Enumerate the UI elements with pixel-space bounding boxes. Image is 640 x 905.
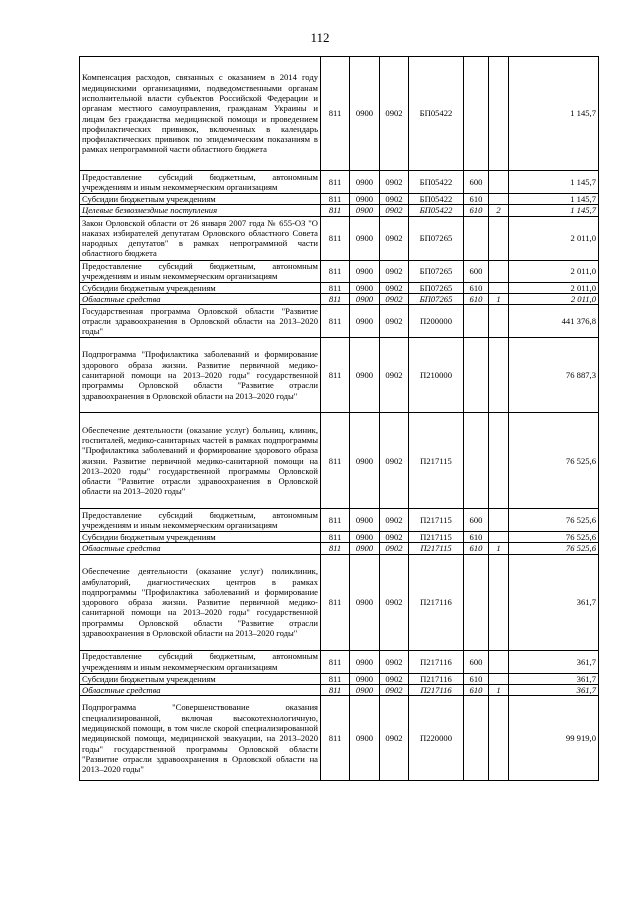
row-admin-code: 811 [321,673,350,684]
row-expense-type: 610 [464,685,489,696]
row-funding-source [489,509,509,532]
row-amount: 76 525,6 [509,509,599,532]
table-row [80,260,599,282]
row-amount: 76 525,6 [509,543,599,554]
table-row [80,509,599,532]
row-section-code: 0900 [350,194,380,205]
page-number: 112 [310,30,330,45]
row-name: Подпрограмма "Совершенствование оказания специализированной, включая высокотехнологичную, медицинской помощи, в том числе скорой специализированной медицинской помощи, медицинской эвакуации, на 2013–2020 годы" государственной программы Орловской области "Развитие отрасли здравоохранения в Орловской области на 2013–2020 годы" [80,696,321,781]
row-amount: 1 145,7 [509,205,599,216]
row-target-code: БП05422 [409,171,464,194]
row-section-code: 0900 [350,205,380,216]
row-name: Областные средства [80,685,321,696]
row-section-code: 0900 [350,696,380,781]
budget-table [79,56,599,781]
row-expense-type [464,554,489,650]
row-admin-code: 811 [321,293,350,304]
row-name: Предоставление субсидий бюджетным, автономным учреждениям и иным некоммерческим организациям [80,260,321,282]
row-funding-source: 2 [489,205,509,216]
row-admin-code: 811 [321,260,350,282]
table-row [80,293,599,304]
row-funding-source: 1 [489,293,509,304]
row-section-code: 0900 [350,260,380,282]
row-funding-source [489,554,509,650]
row-amount: 76 525,6 [509,532,599,543]
row-section-code: 0900 [350,216,380,260]
row-amount: 2 011,0 [509,216,599,260]
row-expense-type: 610 [464,205,489,216]
row-target-code: БП05422 [409,194,464,205]
row-amount: 361,7 [509,673,599,684]
row-target-code: БП07265 [409,216,464,260]
row-admin-code: 811 [321,543,350,554]
row-target-code: БП05422 [409,205,464,216]
row-name: Подпрограмма "Профилактика заболеваний и формирование здорового образа жизни. Развитие первичной медико-санитарной помощи на 2013–2020 годы" государственной программы Орловской области "Развитие отрасли здравоохранения в Орловской области на 2013–2020 годы" [80,338,321,413]
row-admin-code: 811 [321,509,350,532]
row-amount: 441 376,8 [509,305,599,338]
row-amount: 76 525,6 [509,413,599,509]
row-expense-type: 610 [464,673,489,684]
row-admin-code: 811 [321,216,350,260]
row-funding-source [489,532,509,543]
row-target-code: П220000 [409,696,464,781]
row-name: Предоставление субсидий бюджетным, автономным учреждениям и иным некоммерческим организациям [80,650,321,673]
table-row [80,305,599,338]
row-amount: 2 011,0 [509,282,599,293]
row-target-code: БП05422 [409,57,464,171]
row-expense-type: 600 [464,260,489,282]
row-target-code: БП07265 [409,282,464,293]
row-amount: 2 011,0 [509,293,599,304]
row-section-code: 0900 [350,685,380,696]
table-row [80,338,599,413]
row-name: Государственная программа Орловской области "Развитие отрасли здравоохранения в Орловской области на 2013–2020 годы" [80,305,321,338]
row-name: Предоставление субсидий бюджетным, автономным учреждениям и иным некоммерческим организациям [80,509,321,532]
row-subsection-code: 0902 [380,305,409,338]
row-admin-code: 811 [321,532,350,543]
row-admin-code: 811 [321,338,350,413]
row-name: Обеспечение деятельности (оказание услуг) больниц, клиник, госпиталей, медико-санитарных частей в рамках подпрограммы "Профилактика заболеваний и формирование здорового образа жизни. Развитие первичной медико-санитарной помощи на 2013–2020 годы" государственной программы Орловской области "Развитие отрасли здравоохранения в Орловской области на 2013–2020 годы" [80,413,321,509]
row-expense-type [464,413,489,509]
row-name: Субсидии бюджетным учреждениям [80,194,321,205]
row-subsection-code: 0902 [380,57,409,171]
row-funding-source: 1 [489,543,509,554]
row-funding-source [489,260,509,282]
table-row [80,413,599,509]
row-funding-source [489,650,509,673]
row-expense-type [464,338,489,413]
row-funding-source: 1 [489,685,509,696]
table-row [80,543,599,554]
row-admin-code: 811 [321,194,350,205]
row-expense-type [464,696,489,781]
row-section-code: 0900 [350,543,380,554]
row-section-code: 0900 [350,673,380,684]
row-funding-source [489,171,509,194]
row-target-code: БП07265 [409,293,464,304]
row-name: Субсидии бюджетным учреждениям [80,532,321,543]
row-expense-type: 600 [464,171,489,194]
row-admin-code: 811 [321,413,350,509]
row-amount: 1 145,7 [509,194,599,205]
row-target-code: П200000 [409,305,464,338]
row-admin-code: 811 [321,205,350,216]
row-subsection-code: 0902 [380,413,409,509]
row-amount: 2 011,0 [509,260,599,282]
row-subsection-code: 0902 [380,543,409,554]
row-subsection-code: 0902 [380,532,409,543]
row-expense-type: 600 [464,650,489,673]
row-amount: 361,7 [509,685,599,696]
row-name: Компенсация расходов, связанных с оказанием в 2014 году медицинскими организациями, подведомственными органам исполнительной власти субъектов Российской Федерации и органам местного самоуправления, гражданам Украины и лицам без гражданства медицинской помощи и проведением профилактических прививок, включенных в календарь профилактических прививок по эпидемическим показаниям в рамках непрограммной части областного бюджета [80,57,321,171]
row-target-code: П217115 [409,413,464,509]
table-row [80,171,599,194]
row-amount: 76 887,3 [509,338,599,413]
table-row [80,532,599,543]
table-row [80,57,599,171]
row-admin-code: 811 [321,282,350,293]
row-amount: 361,7 [509,554,599,650]
row-funding-source [489,696,509,781]
row-target-code: П210000 [409,338,464,413]
table-row [80,554,599,650]
row-admin-code: 811 [321,171,350,194]
row-funding-source [489,413,509,509]
row-subsection-code: 0902 [380,509,409,532]
row-name: Закон Орловской области от 26 января 2007 года № 655-ОЗ "О наказах избирателей депутатам Орловского областного Совета народных депутатов" в рамках непрограммной части областного бюджета [80,216,321,260]
row-expense-type [464,216,489,260]
row-funding-source [489,673,509,684]
row-amount: 361,7 [509,650,599,673]
table-row [80,673,599,684]
row-target-code: БП07265 [409,260,464,282]
row-subsection-code: 0902 [380,685,409,696]
row-name: Областные средства [80,543,321,554]
row-expense-type: 610 [464,293,489,304]
row-amount: 1 145,7 [509,171,599,194]
row-funding-source [489,338,509,413]
row-subsection-code: 0902 [380,673,409,684]
row-section-code: 0900 [350,413,380,509]
row-expense-type [464,57,489,171]
row-target-code: П217116 [409,673,464,684]
row-subsection-code: 0902 [380,554,409,650]
row-funding-source [489,194,509,205]
row-subsection-code: 0902 [380,205,409,216]
row-name: Субсидии бюджетным учреждениям [80,282,321,293]
row-subsection-code: 0902 [380,216,409,260]
row-amount: 99 919,0 [509,696,599,781]
row-name: Предоставление субсидий бюджетным, автономным учреждениям и иным некоммерческим организациям [80,171,321,194]
row-section-code: 0900 [350,293,380,304]
table-row [80,216,599,260]
row-name: Субсидии бюджетным учреждениям [80,673,321,684]
row-expense-type: 610 [464,282,489,293]
row-target-code: П217116 [409,650,464,673]
row-target-code: П217115 [409,509,464,532]
row-amount: 1 145,7 [509,57,599,171]
row-expense-type [464,305,489,338]
table-row [80,205,599,216]
row-expense-type: 610 [464,532,489,543]
table-row [80,685,599,696]
row-funding-source [489,305,509,338]
table-row [80,194,599,205]
table-row [80,282,599,293]
row-name: Целевые безвозмездные поступления [80,205,321,216]
table-row [80,696,599,781]
row-section-code: 0900 [350,338,380,413]
row-admin-code: 811 [321,57,350,171]
row-expense-type: 610 [464,194,489,205]
row-subsection-code: 0902 [380,260,409,282]
row-section-code: 0900 [350,282,380,293]
row-admin-code: 811 [321,650,350,673]
row-subsection-code: 0902 [380,696,409,781]
row-section-code: 0900 [350,532,380,543]
row-funding-source [489,216,509,260]
row-admin-code: 811 [321,685,350,696]
table-row [80,650,599,673]
row-admin-code: 811 [321,305,350,338]
row-admin-code: 811 [321,696,350,781]
row-funding-source [489,282,509,293]
row-funding-source [489,57,509,171]
row-target-code: П217115 [409,543,464,554]
row-target-code: П217116 [409,685,464,696]
row-subsection-code: 0902 [380,293,409,304]
row-subsection-code: 0902 [380,282,409,293]
row-section-code: 0900 [350,305,380,338]
row-subsection-code: 0902 [380,194,409,205]
row-subsection-code: 0902 [380,171,409,194]
row-expense-type: 600 [464,509,489,532]
row-admin-code: 811 [321,554,350,650]
row-section-code: 0900 [350,57,380,171]
row-target-code: П217116 [409,554,464,650]
row-name: Областные средства [80,293,321,304]
row-target-code: П217115 [409,532,464,543]
row-name: Обеспечение деятельности (оказание услуг) поликлиник, амбулаторий, диагностических центров в рамках подпрограммы "Профилактика заболеваний и формирование здорового образа жизни. Развитие первичной медико-санитарной помощи на 2013–2020 годы" государственной программы Орловской области "Развитие отрасли здравоохранения в Орловской области на 2013–2020 годы" [80,554,321,650]
row-section-code: 0900 [350,554,380,650]
row-subsection-code: 0902 [380,650,409,673]
row-subsection-code: 0902 [380,338,409,413]
row-section-code: 0900 [350,509,380,532]
row-expense-type: 610 [464,543,489,554]
row-section-code: 0900 [350,171,380,194]
row-section-code: 0900 [350,650,380,673]
